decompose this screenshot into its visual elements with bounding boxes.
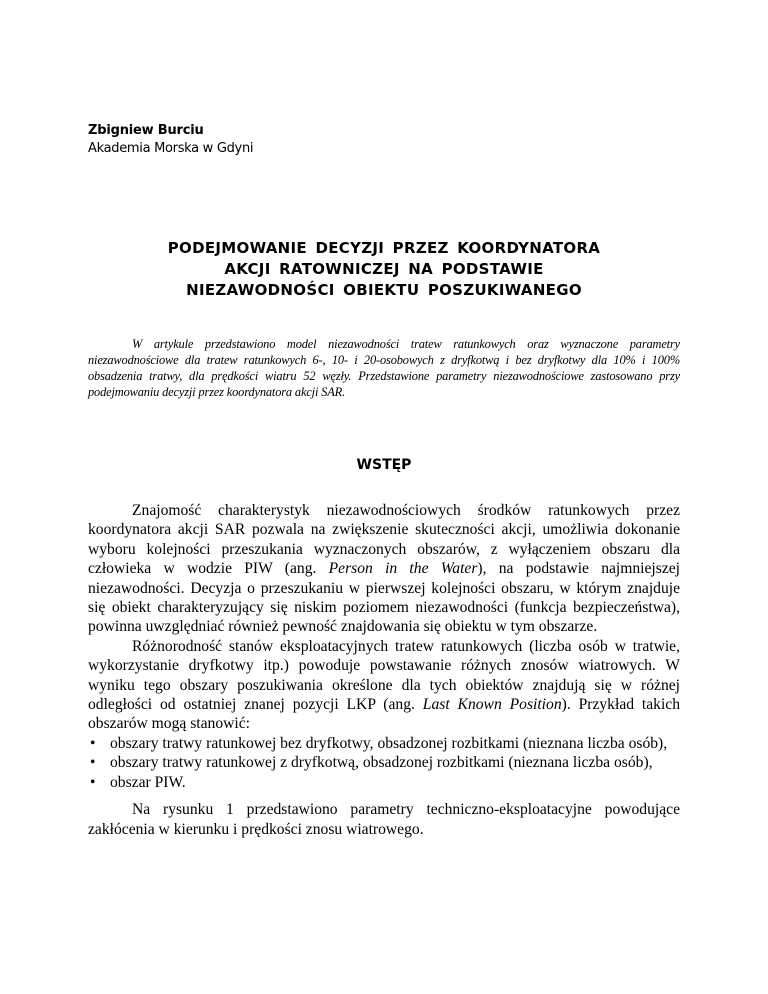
list-item: • obszary tratwy ratunkowej bez dryfkotwy, obsadzonej rozbitkami (nieznana liczba osób), bbox=[90, 734, 668, 752]
section-heading: WSTĘP bbox=[356, 457, 412, 473]
bullet-icon: • bbox=[90, 734, 96, 752]
bullet-list bbox=[88, 734, 680, 792]
body-text bbox=[88, 501, 680, 839]
paragraph-2: Różnorodność stanów eksploatacyjnych tratew ratunkowych (liczba osób w tratwie, wykorzystanie dryfkotwy itp.) powoduje powstawanie różnych znosów wiatrowych. W wyniku tego obszary poszukiwania określone dla tych obiektów znajdują się w różnej odległości od ostatniej znanej pozycji LKP (ang. Last Known Position). Przykład takich obszarów mogą stanowić: bbox=[88, 637, 681, 733]
paragraph-3: Na rysunku 1 przedstawiono parametry techniczno-eksploatacyjne powodujące zakłócenia w kierunku i prędkości znosu wiatrowego. bbox=[88, 801, 680, 838]
abstract: W artykule przedstawiono model niezawodności tratew ratunkowych oraz wyznaczone parametry niezawodnościowe dla tratew ratunkowych 6-, 10- i 20-osobowych z dryfkotwą i bez dryfkotwy dla 10% i 100% obsadzenia tratwy, dla prędkości wiatru 52 węzły. Przedstawione parametry niezawodnościowe zastosowano przy podejmowaniu decyzji przez koordynatora akcji SAR. bbox=[88, 337, 680, 399]
bullet-icon: • bbox=[90, 773, 96, 791]
paragraph-1: Znajomość charakterystyk niezawodnościowych środków ratunkowych przez koordynatora akcji SAR pozwala na zwiększenie skuteczności akcji, umożliwia dokonanie wyboru kolejności przeszukania wyznaczonych obszarów, z wyłączeniem obszaru dla człowieka w wodzie PIW (ang. Person in the Water), na podstawie najmniejszej niezawodności. Decyzja o przeszukaniu w pierwszej kolejności obszaru, w którym znajduje się obiekt charakteryzujący się niskim poziomem niezawodności (funkcja bezpieczeństwa), powinna uwzględniać również pewność znajdowania się obiektu w tym obszarze. bbox=[88, 502, 681, 636]
title-line: PODEJMOWANIE DECYZJI PRZEZ KOORDYNATORA bbox=[167, 239, 601, 257]
author-block bbox=[88, 122, 253, 158]
bullet-icon: • bbox=[90, 754, 96, 772]
list-item: • obszary tratwy ratunkowej z dryfkotwą, obsadzonej rozbitkami (nieznana liczba osób), bbox=[90, 754, 653, 772]
title-line: AKCJI RATOWNICZEJ NA PODSTAWIE bbox=[224, 260, 544, 278]
list-item: • obszar PIW. bbox=[90, 773, 186, 791]
author-affiliation: Akademia Morska w Gdyni bbox=[88, 141, 254, 156]
author-name: Zbigniew Burciu bbox=[88, 123, 204, 138]
paper-title bbox=[88, 238, 680, 301]
title-line: NIEZAWODNOŚCI OBIEKTU POSZUKIWANEGO bbox=[186, 281, 582, 299]
